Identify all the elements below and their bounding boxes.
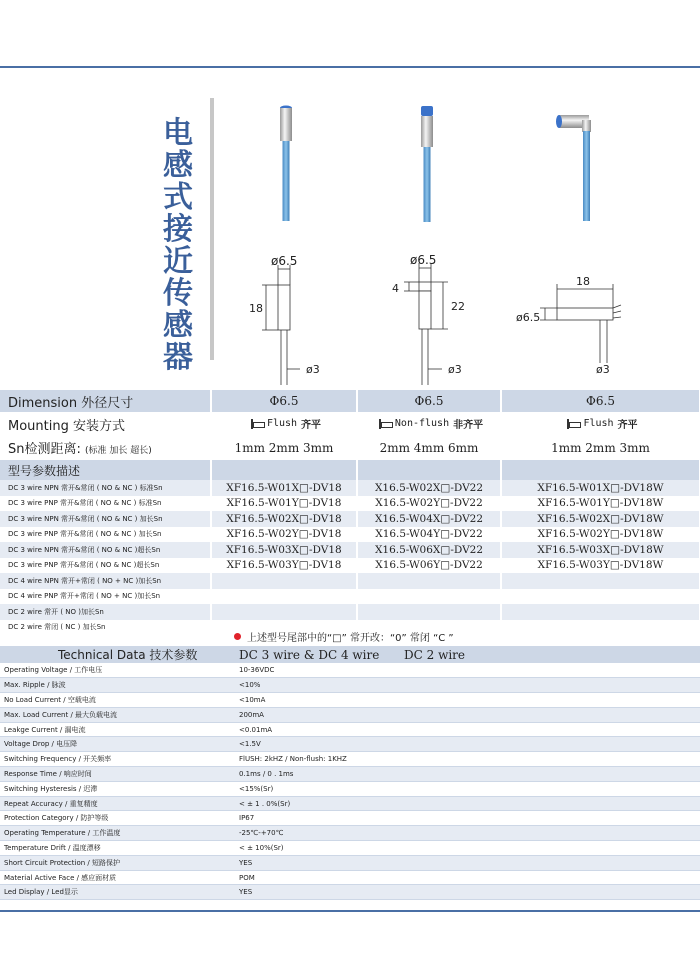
model-row-label: DC 3 wire PNP 常开&常闭 ( NO & NC )超长Sn xyxy=(0,558,211,574)
model-number xyxy=(501,620,700,636)
model-number: X16.5-W04X□-DV22 xyxy=(357,511,501,527)
sn-label-sub: (标准 加长 超长) xyxy=(85,446,152,457)
model-number: XF16.5-W02Y□-DV18 xyxy=(211,527,357,543)
tech-param-value: 10-36VDC xyxy=(235,663,400,678)
dim-length: 18 xyxy=(249,302,263,315)
dimension-value: Φ6.5 xyxy=(357,390,501,412)
tech-param-value: < ± 1 . 0%(Sr) xyxy=(235,796,400,811)
mounting-cn: 齐平 xyxy=(301,420,322,432)
mounting-en: Flush xyxy=(266,418,298,430)
dim-length: 22 xyxy=(451,300,465,313)
tech-param-value xyxy=(400,663,700,678)
model-number: XF16.5-W01X□-DV18 xyxy=(211,480,357,496)
model-number: XF16.5-W01X□-DV18W xyxy=(501,480,700,496)
tech-row xyxy=(0,722,700,737)
model-row-label: DC 2 wire 常开 ( NO )加长Sn xyxy=(0,604,211,620)
model-rows xyxy=(0,480,700,635)
tech-param-value: <10% xyxy=(235,678,400,693)
dimension-row xyxy=(0,390,700,412)
mounting-label: Mounting 安装方式 xyxy=(0,412,211,436)
model-row xyxy=(0,604,700,620)
dim-wire: ø3 xyxy=(448,363,462,376)
tech-param-label: Repeat Accuracy / 重复精度 xyxy=(0,796,235,811)
dim-wire: ø3 xyxy=(306,363,320,376)
tech-header-dc34: DC 3 wire & DC 4 wire xyxy=(235,646,400,663)
dim-diameter: ø6.5 xyxy=(271,254,298,268)
model-number: XF16.5-W01Y□-DV18W xyxy=(501,496,700,512)
model-suffix-note xyxy=(234,629,454,644)
tech-row xyxy=(0,826,700,841)
tech-param-value xyxy=(400,752,700,767)
tech-param-value xyxy=(400,841,700,856)
tech-param-value xyxy=(400,870,700,885)
sensor-photo-nonflush xyxy=(421,106,433,222)
tech-param-label: Switching Hysteresis / 迟滞 xyxy=(0,781,235,796)
model-number: XF16.5-W02X□-DV18W xyxy=(501,511,700,527)
tech-param-value xyxy=(400,767,700,782)
tech-param-label: Leakge Current / 漏电流 xyxy=(0,722,235,737)
dim-offset: 4 xyxy=(392,282,399,295)
tech-row xyxy=(0,855,700,870)
tech-param-value: <0.01mA xyxy=(235,722,400,737)
model-number: XF16.5-W03X□-DV18 xyxy=(211,542,357,558)
model-number: XF16.5-W03Y□-DV18 xyxy=(211,558,357,574)
technical-data-table xyxy=(0,646,700,900)
mounting-en: Flush xyxy=(583,418,614,430)
dimension-drawing-rightangle xyxy=(540,284,621,363)
dim-diameter: ø6.5 xyxy=(410,253,437,267)
model-number xyxy=(211,604,357,620)
tech-param-label: Max. Ripple / 脉波 xyxy=(0,678,235,693)
tech-row xyxy=(0,737,700,752)
spec-table xyxy=(0,390,700,635)
tech-param-value xyxy=(400,693,700,708)
tech-header-label: Technical Data 技术参数 xyxy=(0,646,235,663)
model-number: XF16.5-W01Y□-DV18 xyxy=(211,496,357,512)
model-row xyxy=(0,558,700,574)
mounting-cell xyxy=(211,412,357,436)
tech-row xyxy=(0,678,700,693)
tech-param-value: < ± 10%(Sr) xyxy=(235,841,400,856)
title-char: 器 xyxy=(163,340,193,375)
tech-param-label: Protection Category / 防护等级 xyxy=(0,811,235,826)
sensing-distance-row xyxy=(0,436,700,460)
tech-param-value xyxy=(400,855,700,870)
model-number: X16.5-W02X□-DV22 xyxy=(357,480,501,496)
title-char: 感 xyxy=(163,148,193,183)
mounting-row xyxy=(0,412,700,436)
sn-label-main: Sn检测距离: xyxy=(8,442,81,458)
sensing-distance-value: 1mm 2mm 3mm xyxy=(501,436,700,460)
title-char: 电 xyxy=(163,116,193,151)
tech-row xyxy=(0,841,700,856)
sensing-distance-label xyxy=(0,436,211,460)
model-number: X16.5-W02Y□-DV22 xyxy=(357,496,501,512)
model-number xyxy=(357,604,501,620)
mounting-cn: 齐平 xyxy=(617,420,638,432)
model-row xyxy=(0,527,700,543)
tech-param-value: YES xyxy=(235,855,400,870)
model-number: XF16.5-W02X□-DV18 xyxy=(211,511,357,527)
model-row xyxy=(0,496,700,512)
model-row-label: DC 2 wire 常闭 ( NC ) 加长Sn xyxy=(0,620,211,636)
sensor-drawings xyxy=(0,95,700,390)
sensing-distance-value: 1mm 2mm 3mm xyxy=(211,436,357,460)
tech-param-value xyxy=(400,707,700,722)
dimension-value: Φ6.5 xyxy=(501,390,700,412)
dimension-drawing-flush xyxy=(262,265,300,385)
model-title: 型号参数描述 xyxy=(0,460,211,480)
title-char: 近 xyxy=(163,244,193,279)
tech-row xyxy=(0,707,700,722)
nonflush-mount-icon xyxy=(375,419,391,429)
tech-param-value xyxy=(400,885,700,900)
tech-param-label: No Load Current / 空载电流 xyxy=(0,693,235,708)
tech-row xyxy=(0,811,700,826)
model-row-label: DC 3 wire PNP 常开&常闭 ( NO & NC ) 标准Sn xyxy=(0,496,211,512)
mounting-cell xyxy=(357,412,501,436)
dimension-drawing-nonflush xyxy=(404,263,448,385)
model-row xyxy=(0,573,700,589)
technical-data-header xyxy=(0,646,700,663)
tech-param-value: <1.5V xyxy=(235,737,400,752)
tech-param-value xyxy=(400,796,700,811)
tech-param-value xyxy=(400,678,700,693)
tech-param-value: 200mA xyxy=(235,707,400,722)
model-title-row xyxy=(0,460,700,480)
model-row xyxy=(0,589,700,605)
model-row xyxy=(0,542,700,558)
tech-param-label: Operating Voltage / 工作电压 xyxy=(0,663,235,678)
model-number xyxy=(501,604,700,620)
mounting-cell xyxy=(501,412,700,436)
tech-param-value xyxy=(400,811,700,826)
model-row-label: DC 4 wire PNP 常开+常闭 ( NO + NC )加长Sn xyxy=(0,589,211,605)
tech-param-label: Led Display / Led显示 xyxy=(0,885,235,900)
bottom-rule xyxy=(0,910,700,912)
sensing-distance-value: 2mm 4mm 6mm xyxy=(357,436,501,460)
tech-param-label: Max. Load Current / 最大负载电流 xyxy=(0,707,235,722)
title-char: 接 xyxy=(163,212,193,247)
tech-param-label: Switching Frequency / 开关频率 xyxy=(0,752,235,767)
model-row-label: DC 3 wire PNP 常开&常闭 ( NO & NC ) 加长Sn xyxy=(0,527,211,543)
title-char: 感 xyxy=(163,308,193,343)
tech-param-label: Material Active Face / 感应面材质 xyxy=(0,870,235,885)
model-number xyxy=(211,573,357,589)
sensor-photo-rightangle xyxy=(556,115,591,221)
tech-param-label: Temperature Drift / 温度漂移 xyxy=(0,841,235,856)
title-char: 传 xyxy=(163,276,193,311)
model-number: X16.5-W06X□-DV22 xyxy=(357,542,501,558)
dimension-label: Dimension 外径尺寸 xyxy=(0,390,211,412)
model-number xyxy=(357,589,501,605)
model-number: XF16.5-W03X□-DV18W xyxy=(501,542,700,558)
tech-param-value: <10mA xyxy=(235,693,400,708)
model-row-label: DC 3 wire NPN 常开&常闭 ( NO & NC )超长Sn xyxy=(0,542,211,558)
model-row-label: DC 4 wire NPN 常开+常闭 ( NO + NC )加长Sn xyxy=(0,573,211,589)
tech-row xyxy=(0,796,700,811)
tech-rows xyxy=(0,663,700,900)
flush-mount-icon xyxy=(563,419,579,429)
mounting-en: Non-flush xyxy=(394,418,450,430)
dim-wire: ø3 xyxy=(596,363,610,376)
tech-param-value xyxy=(400,722,700,737)
model-row-label: DC 3 wire NPN 常开&常闭 ( NO & NC ) 加长Sn xyxy=(0,511,211,527)
dim-length: 18 xyxy=(576,275,590,288)
tech-param-value: <15%(Sr) xyxy=(235,781,400,796)
note-text: 上述型号尾部中的“□” 常开改：“0” 常闭 “C ” xyxy=(247,633,454,644)
model-number: XF16.5-W03Y□-DV18W xyxy=(501,558,700,574)
title-char: 式 xyxy=(163,180,193,215)
tech-param-value: IP67 xyxy=(235,811,400,826)
mounting-cn: 非齐平 xyxy=(453,420,484,432)
model-number xyxy=(501,589,700,605)
bullet-icon xyxy=(234,633,241,640)
tech-param-value xyxy=(400,826,700,841)
top-rule xyxy=(0,66,700,68)
tech-param-label: Short Circuit Protection / 短路保护 xyxy=(0,855,235,870)
model-number xyxy=(501,573,700,589)
tech-header-dc2: DC 2 wire xyxy=(400,646,700,663)
tech-row xyxy=(0,693,700,708)
tech-param-value: YES xyxy=(235,885,400,900)
tech-row xyxy=(0,767,700,782)
tech-param-value: -25℃-+70℃ xyxy=(235,826,400,841)
tech-row xyxy=(0,663,700,678)
model-number xyxy=(211,589,357,605)
model-number: X16.5-W06Y□-DV22 xyxy=(357,558,501,574)
tech-param-value xyxy=(400,781,700,796)
tech-param-label: Operating Temperature / 工作温度 xyxy=(0,826,235,841)
dim-diameter: ø6.5 xyxy=(516,311,541,324)
flush-mount-icon xyxy=(247,419,263,429)
tech-row xyxy=(0,870,700,885)
tech-param-label: Response Time / 响应时间 xyxy=(0,767,235,782)
model-row-label: DC 3 wire NPN 常开&常闭 ( NO & NC ) 标准Sn xyxy=(0,480,211,496)
tech-param-label: Voltage Drop / 电压降 xyxy=(0,737,235,752)
sensor-photo-flush xyxy=(280,106,292,222)
tech-param-value: POM xyxy=(235,870,400,885)
model-number: XF16.5-W02Y□-DV18W xyxy=(501,527,700,543)
tech-param-value xyxy=(400,737,700,752)
tech-row xyxy=(0,885,700,900)
model-number: X16.5-W04Y□-DV22 xyxy=(357,527,501,543)
tech-row xyxy=(0,752,700,767)
model-row xyxy=(0,480,700,496)
tech-param-value: 0.1ms / 0 . 1ms xyxy=(235,767,400,782)
tech-row xyxy=(0,781,700,796)
dimension-value: Φ6.5 xyxy=(211,390,357,412)
tech-param-value: FlUSH: 2kHZ / Non-flush: 1KHZ xyxy=(235,752,400,767)
model-number xyxy=(357,573,501,589)
model-row xyxy=(0,511,700,527)
